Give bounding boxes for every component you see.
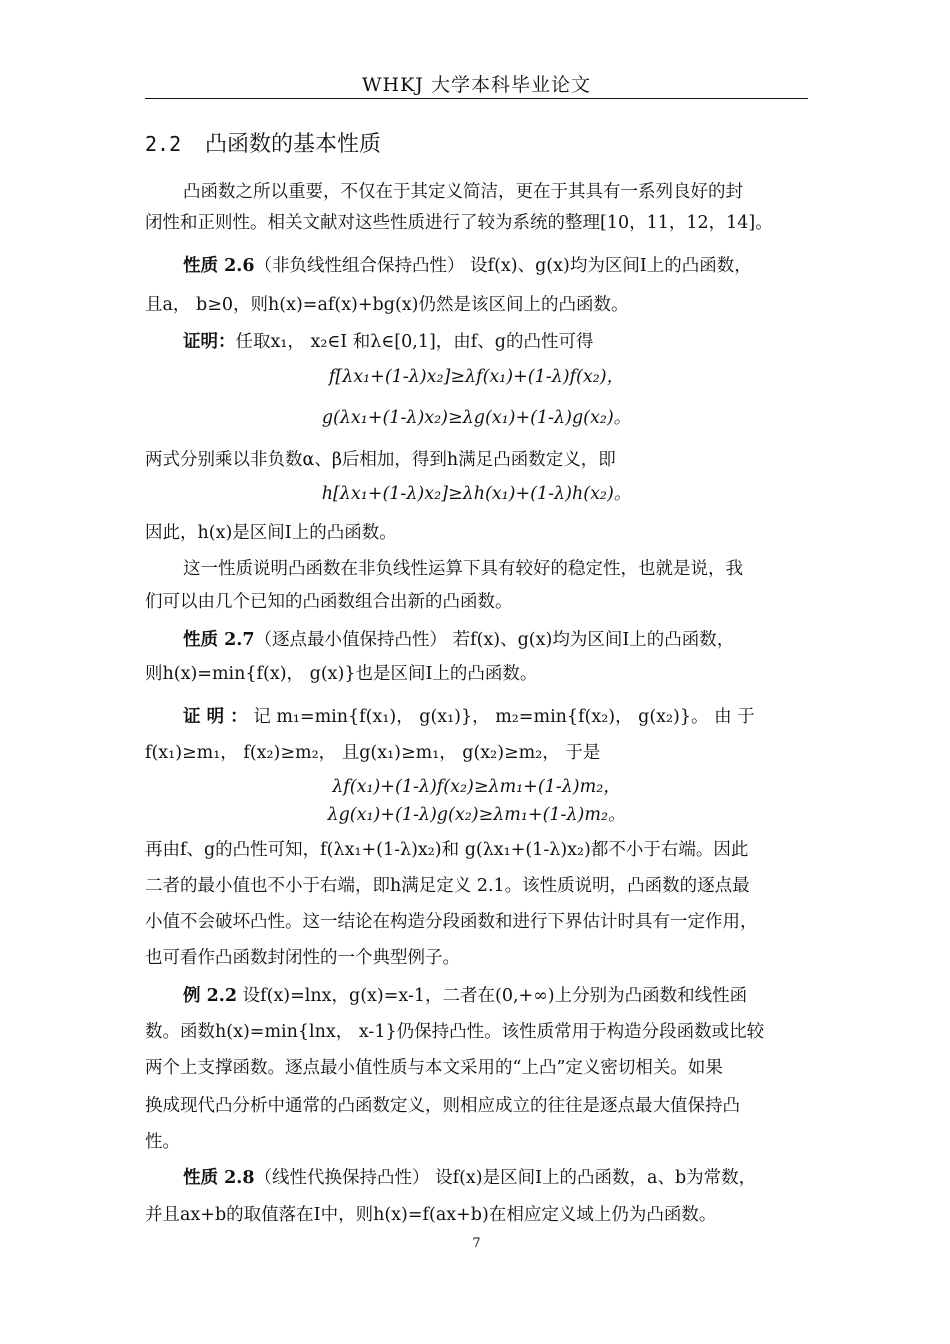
proof-line: 二者的最小值也不小于右端，即h满足定义 2.1。该性质说明，凸函数的逐点最 [145, 876, 750, 896]
proof-line [183, 330, 810, 354]
equation: f[λx₁+(1-λ)x₂]≥λf(x₁)+(1-λ)f(x₂)， [328, 367, 625, 387]
property-text: （逐点最小值保持凸性） 若f(x)、g(x)均为区间I上的凸函数， [254, 630, 735, 650]
equation: h[λx₁+(1-λ)x₂]≥λh(x₁)+(1-λ)h(x₂)。 [321, 484, 632, 504]
proof-line: 再由f、g的凸性可知，f(λx₁+(1-λ)x₂)和 g(λx₁+(1-λ)x₂)都不小于右端。因此 [145, 840, 749, 860]
section-heading [145, 127, 381, 158]
example-line [183, 984, 810, 1008]
example-line: 两个上支撑函数。逐点最小值性质与本文采用的“上凸”定义密切相关。如果 [145, 1058, 723, 1078]
property-line: 且a， b≥0，则h(x)=af(x)+bg(x)仍然是该区间上的凸函数。 [145, 295, 629, 315]
example-text: 设f(x)=lnx，g(x)=x-1，二者在(0,+∞)上分别为凸函数和线性函 [237, 986, 748, 1006]
property-text: （非负线性组合保持凸性） 设f(x)、g(x)均为区间I上的凸函数， [254, 256, 752, 276]
paragraph-line: 们可以由几个已知的凸函数组合出新的凸函数。 [145, 592, 513, 612]
proof-line: 因此，h(x)是区间I上的凸函数。 [145, 523, 397, 543]
section-number: 2.2 [145, 132, 182, 156]
paragraph-line: 闭性和正则性。相关文献对这些性质进行了较为系统的整理[10，11，12，14]。 [145, 213, 773, 233]
example-line: 性。 [145, 1132, 180, 1152]
proof-label: 证 明 ： [183, 707, 248, 727]
header-rule [145, 98, 808, 99]
proof-line: f(x₁)≥m₁， f(x₂)≥m₂， 且g(x₁)≥m₁， g(x₂)≥m₂， 于是 [145, 743, 601, 763]
property-label: 性质 2.7 [183, 630, 255, 650]
page-header: WHKJ 大学本科毕业论文 [362, 74, 591, 96]
property-line: 则h(x)=min{f(x)， g(x)}也是区间I上的凸函数。 [145, 664, 538, 684]
proof-line: 小值不会破坏凸性。这一结论在构造分段函数和进行下界估计时具有一定作用， [145, 912, 758, 932]
page-number: 7 [472, 1236, 481, 1251]
equation: λf(x₁)+(1-λ)f(x₂)≥λm₁+(1-λ)m₂， [332, 777, 621, 797]
example-line: 换成现代凸分析中通常的凸函数定义，则相应成立的往往是逐点最大值保持凸 [145, 1096, 740, 1116]
property-label: 性质 2.6 [183, 256, 255, 276]
property-label: 性质 2.8 [183, 1168, 255, 1188]
proof-line [183, 705, 810, 729]
proof-line: 也可看作凸函数封闭性的一个典型例子。 [145, 948, 460, 968]
section-title: 凸函数的基本性质 [205, 132, 382, 157]
equation: λg(x₁)+(1-λ)g(x₂)≥λm₁+(1-λ)m₂。 [327, 805, 626, 825]
proof-text: 记 m₁=min{f(x₁)， g(x₁)}， m₂=min{f(x₂)， g(x₂)}。 由 于 [247, 707, 755, 727]
property-line: 并且ax+b的取值落在I中，则h(x)=f(ax+b)在相应定义域上仍为凸函数。 [145, 1205, 717, 1225]
paragraph-line: 这一性质说明凸函数在非负线性运算下具有较好的稳定性，也就是说，我 [183, 559, 743, 579]
property-line [183, 628, 810, 652]
property-text: （线性代换保持凸性） 设f(x)是区间I上的凸函数，a、b为常数， [254, 1168, 757, 1188]
equation: g(λx₁+(1-λ)x₂)≥λg(x₁)+(1-λ)g(x₂)。 [321, 408, 632, 428]
proof-text: 任取x₁， x₂∈I 和λ∈[0,1]，由f、g的凸性可得 [235, 332, 594, 352]
property-line [183, 254, 810, 278]
example-label: 例 2.2 [183, 986, 238, 1006]
example-line: 数。函数h(x)=min{lnx， x-1}仍保持凸性。该性质常用于构造分段函数或比较 [145, 1022, 765, 1042]
proof-line: 两式分别乘以非负数α、β后相加，得到h满足凸函数定义，即 [145, 450, 616, 470]
proof-label: 证明： [183, 332, 236, 352]
paragraph-line: 凸函数之所以重要，不仅在于其定义简洁，更在于其具有一系列良好的封 [183, 182, 743, 202]
property-line [183, 1166, 810, 1190]
